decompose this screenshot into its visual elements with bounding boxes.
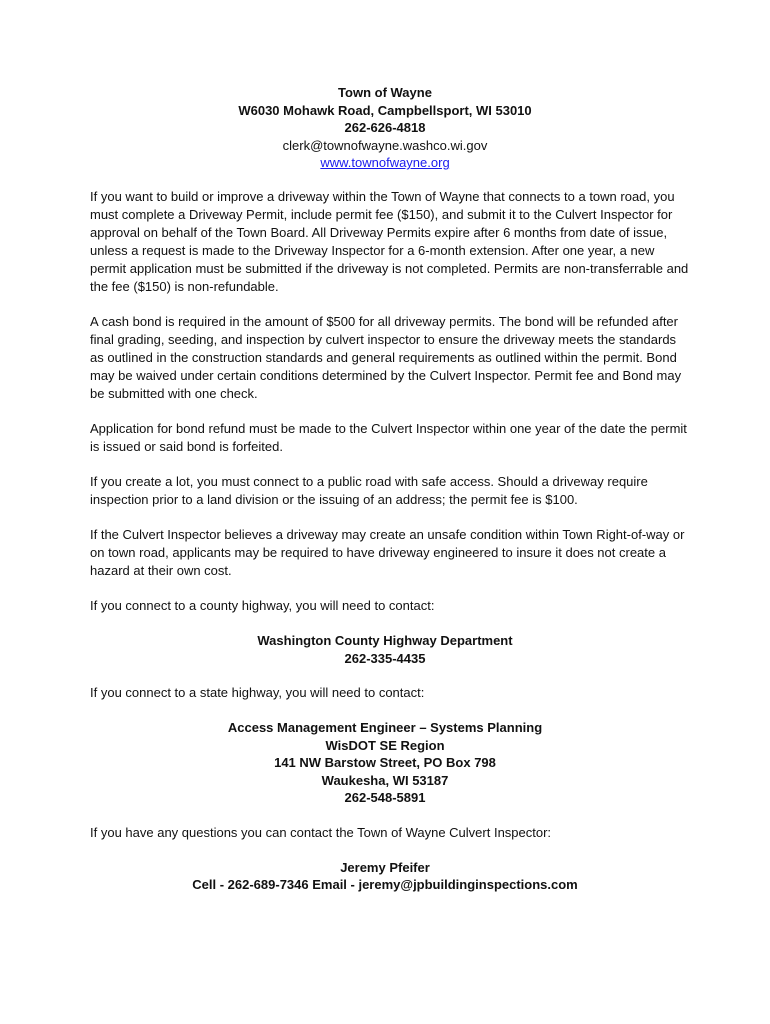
county-contact-block	[0, 632, 770, 667]
paragraph-bond-refund: Application for bond refund must be made to the Culvert Inspector within one year of the date the permit is issued or said bond is forfeited.	[90, 421, 687, 454]
county-contact-name: Washington County Highway Department	[257, 633, 513, 648]
paragraph-cash-bond: A cash bond is required in the amount of $500 for all driveway permits. The bond will be refunded after final grading, seeding, and inspection by culvert inspector to ensure the driveway meets the standards as outlined in the construction standards and general requirements as outlined within the permit. Bond may be waived under certain conditions determined by the Culvert Inspector. Permit fee and Bond may be submitted with one check.	[90, 314, 682, 401]
paragraph-engineering: If the Culvert Inspector believes a driveway may create an unsafe condition within Town Right-of-way or on town road, applicants may be required to have driveway engineered to insure it does not create a hazard at their own cost.	[90, 527, 685, 578]
state-contact-street: 141 NW Barstow Street, PO Box 798	[274, 755, 496, 770]
state-contact-city: Waukesha, WI 53187	[321, 772, 449, 788]
letterhead	[0, 84, 770, 172]
state-contact-title: Access Management Engineer – Systems Planning	[227, 720, 543, 735]
paragraph-lot-access: If you create a lot, you must connect to a public road with safe access. Should a driveway require inspection prior to a land division or the issuing of an address; the permit fee is $100.	[90, 474, 648, 507]
org-phone: 262-626-4818	[344, 120, 426, 135]
paragraph-permit-requirements: If you want to build or improve a driveway within the Town of Wayne that connects to a town road, you must complete a Driveway Permit, include permit fee ($150), and submit it to the Culvert Inspector for approval on behalf of the Town Board. All Driveway Permits expire after 6 months from date of issue, unless a request is made to the Driveway Inspector for a 6-month extension. After one year, a new permit application must be submitted if the driveway is not completed. Permits are non-transferrable and the fee ($150) is non-refundable.	[90, 189, 689, 294]
website-link[interactable]: www.townofwayne.org	[320, 155, 450, 170]
paragraph-county-highway: If you connect to a county highway, you will need to contact:	[90, 598, 435, 613]
org-name: Town of Wayne	[338, 85, 432, 100]
paragraph-questions: If you have any questions you can contact the Town of Wayne Culvert Inspector:	[90, 824, 552, 840]
inspector-details: Cell - 262-689-7346 Email - jeremy@jpbuildinginspections.com	[192, 877, 578, 892]
state-contact-phone: 262-548-5891	[344, 790, 426, 805]
org-email: clerk@townofwayne.washco.wi.gov	[282, 137, 488, 153]
paragraph-state-highway: If you connect to a state highway, you will need to contact:	[90, 685, 425, 700]
county-contact-phone: 262-335-4435	[344, 650, 426, 666]
document-body	[90, 188, 690, 911]
org-address: W6030 Mohawk Road, Campbellsport, WI 53010	[238, 102, 532, 118]
state-contact-block	[0, 719, 770, 807]
inspector-name: Jeremy Pfeifer	[340, 859, 430, 875]
state-contact-region: WisDOT SE Region	[325, 737, 445, 753]
inspector-contact-block	[0, 859, 770, 894]
